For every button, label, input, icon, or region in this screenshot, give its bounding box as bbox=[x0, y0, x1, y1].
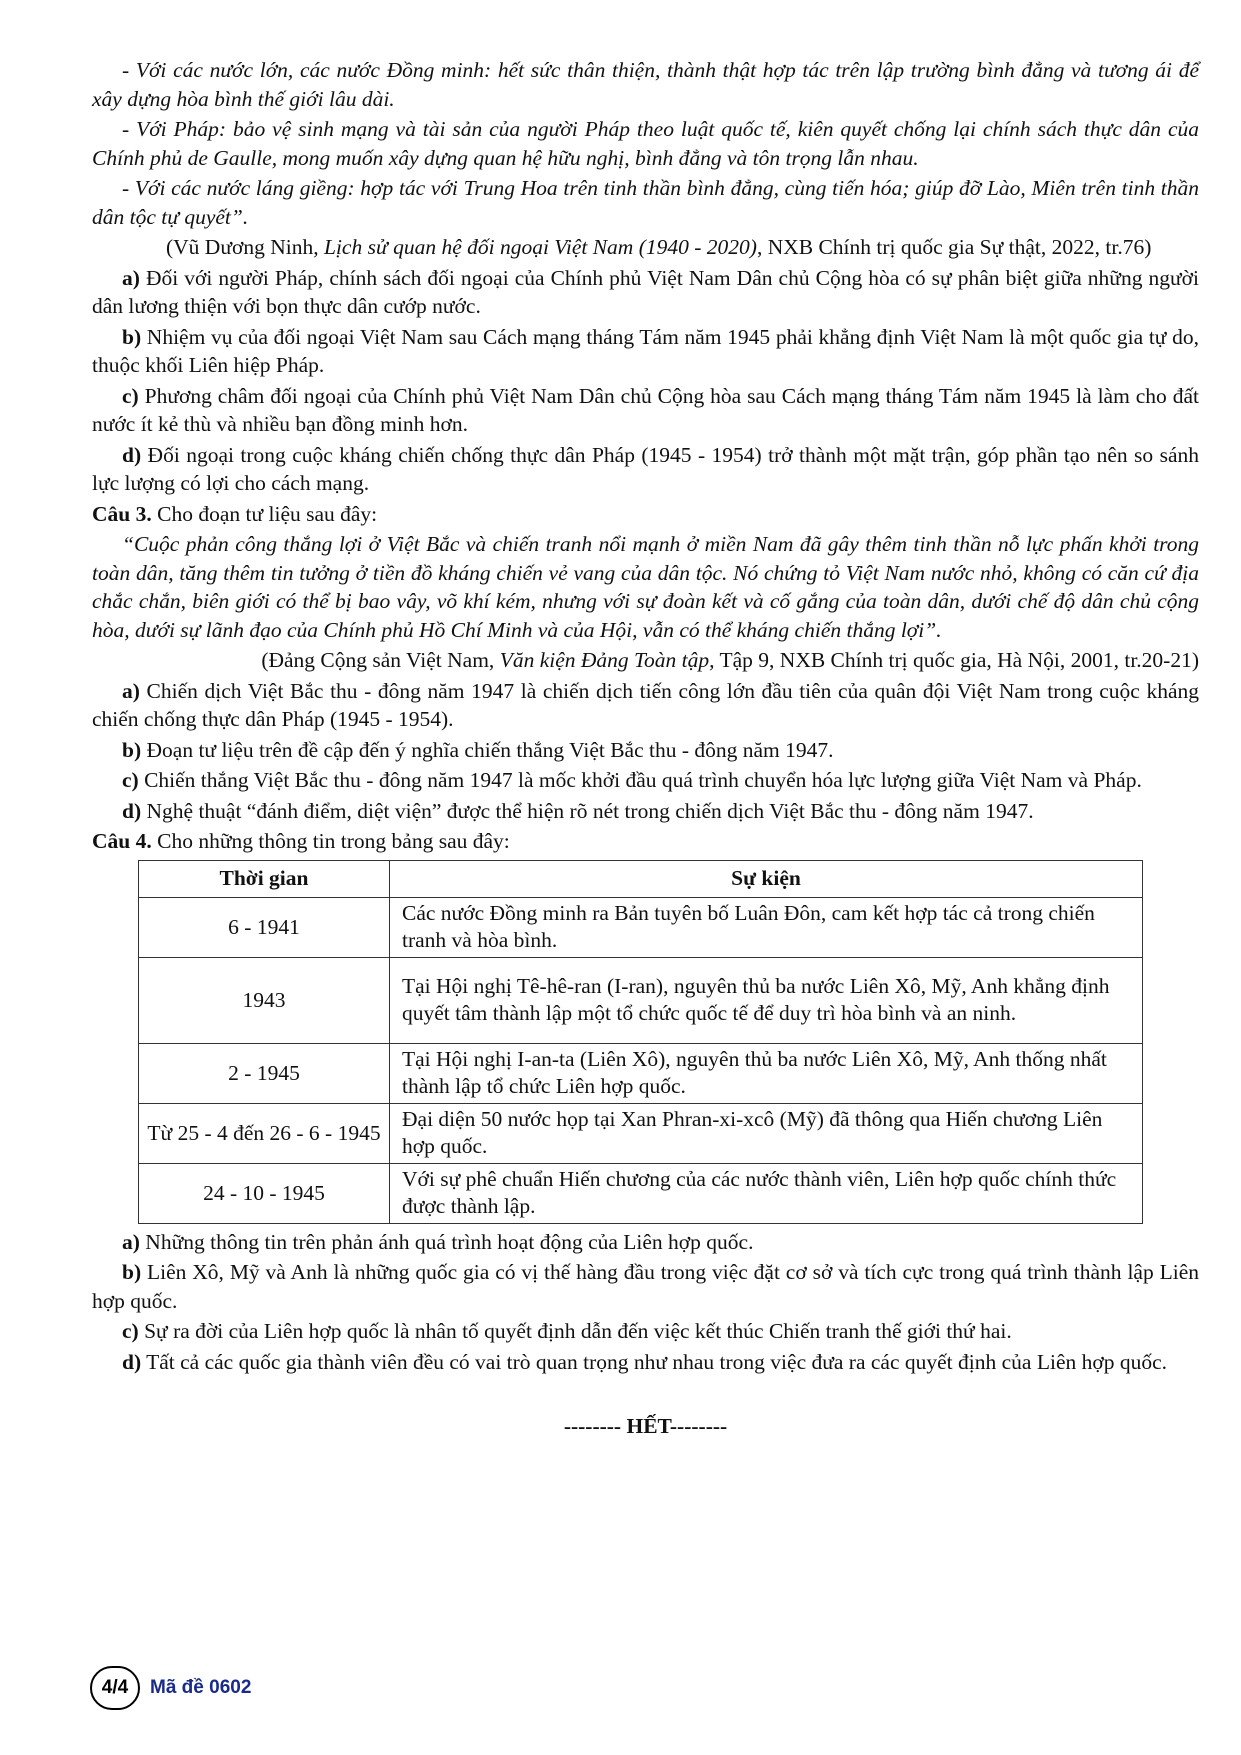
q4-statement-d: d) Tất cả các quốc gia thành viên đều có vai trò quan trọng như nhau trong việc đưa ra các quyết định của Liên hợp quốc. bbox=[122, 1349, 1168, 1374]
row-event: Các nước Đồng minh ra Bản tuyên bố Luân Đôn, cam kết hợp tác cả trong chiến tranh và hòa bình. bbox=[390, 897, 1143, 957]
row-time: 1943 bbox=[139, 957, 390, 1043]
q3-source-citation: (Đảng Cộng sản Việt Nam, Văn kiện Đảng Toàn tập, Tập 9, NXB Chính trị quốc gia, Hà Nội, 2001, tr.20-21) bbox=[261, 648, 1199, 672]
q2-statement-d: d) Đối ngoại trong cuộc kháng chiến chống thực dân Pháp (1945 - 1954) trở thành một mặt trận, góp phần tạo nên so sánh lực lượng có lợi cho cách mạng. bbox=[92, 442, 1199, 495]
table-row bbox=[139, 1103, 1143, 1163]
row-time: 24 - 10 - 1945 bbox=[139, 1163, 390, 1223]
end-marker: -------- HẾT-------- bbox=[563, 1414, 728, 1438]
q3-source-title: Văn kiện Đảng Toàn tập, bbox=[499, 648, 715, 672]
row-time: 6 - 1941 bbox=[139, 897, 390, 957]
q3-quote: “Cuộc phản công thắng lợi ở Việt Bắc và chiến tranh nổi mạnh ở miền Nam đã gây thêm tinh thần nỗ lực phấn khởi trong toàn dân, tăng thêm tin tưởng ở tiền đồ kháng chiến vẻ vang của dân tộc. Nó chứng tỏ Việt Nam nước nhỏ, không có căn cứ địa chắc chắn, biên giới có thể bị bao vây, võ khí kém, nhưng với sự đoàn kết và cố gắng của toàn dân, dưới chế độ dân chủ cộng hòa, dưới sự lãnh đạo của Chính phủ Hồ Chí Minh và của Hội, vẫn có thể kháng chiến thắng lợi”. bbox=[92, 532, 1199, 642]
q2-statement-b: b) Nhiệm vụ của đối ngoại Việt Nam sau Cách mạng tháng Tám năm 1945 phải khẳng định Việt Nam là một quốc gia tự do, thuộc khối Liên hiệp Pháp. bbox=[92, 324, 1199, 377]
q2-source-title: Lịch sử quan hệ đối ngoại Việt Nam (1940 - 2020) bbox=[324, 235, 757, 259]
exam-code: Mã đề 0602 bbox=[150, 1677, 252, 1698]
header-event: Sự kiện bbox=[390, 860, 1143, 897]
intro-item: - Với các nước láng giềng: hợp tác với Trung Hoa trên tinh thần bình đẳng, cùng tiến hóa; giúp đỡ Lào, Miên trên tinh thần dân tộc tự quyết”. bbox=[92, 176, 1199, 229]
table-row bbox=[139, 1163, 1143, 1223]
q3-statement-d: d) Nghệ thuật “đánh điểm, diệt viện” được thể hiện rõ nét trong chiến dịch Việt Bắc thu - đông năm 1947. bbox=[122, 798, 1034, 823]
row-event: Đại diện 50 nước họp tại Xan Phran-xi-xcô (Mỹ) đã thông qua Hiến chương Liên hợp quốc. bbox=[390, 1103, 1143, 1163]
page-footer bbox=[90, 1666, 251, 1710]
q4-statement-a: a) Những thông tin trên phản ánh quá trình hoạt động của Liên hợp quốc. bbox=[122, 1229, 754, 1254]
q3-statement-b: b) Đoạn tư liệu trên đề cập đến ý nghĩa chiến thắng Việt Bắc thu - đông năm 1947. bbox=[122, 737, 834, 762]
q3-heading: Câu 3. Cho đoạn tư liệu sau đây: bbox=[92, 501, 378, 526]
exam-page bbox=[92, 56, 1199, 1443]
intro-item: - Với Pháp: bảo vệ sinh mạng và tài sản của người Pháp theo luật quốc tế, kiên quyết chống lại chính sách thực dân của Chính phủ de Gaulle, mong muốn xây dựng quan hệ hữu nghị, bình đẳng và tôn trọng lẫn nhau. bbox=[92, 117, 1199, 170]
row-event: Tại Hội nghị Tê-hê-ran (I-ran), nguyên thủ ba nước Liên Xô, Mỹ, Anh khẳng định quyết tâm thành lập một tổ chức quốc tế để duy trì hòa bình và an ninh. bbox=[390, 957, 1143, 1043]
q4-event-table bbox=[138, 860, 1143, 1224]
row-time: Từ 25 - 4 đến 26 - 6 - 1945 bbox=[139, 1103, 390, 1163]
table-header-row bbox=[139, 860, 1143, 897]
page-number-badge: 4/4 bbox=[90, 1666, 140, 1710]
q2-source-citation: (Vũ Dương Ninh, Lịch sử quan hệ đối ngoại Việt Nam (1940 - 2020), NXB Chính trị quốc gia Sự thật, 2022, tr.76) bbox=[166, 235, 1152, 259]
table-row bbox=[139, 897, 1143, 957]
row-event: Với sự phê chuẩn Hiến chương của các nước thành viên, Liên hợp quốc chính thức được thành lập. bbox=[390, 1163, 1143, 1223]
table-row bbox=[139, 1043, 1143, 1103]
row-event: Tại Hội nghị I-an-ta (Liên Xô), nguyên thủ ba nước Liên Xô, Mỹ, Anh thống nhất thành lập tổ chức Liên hợp quốc. bbox=[390, 1043, 1143, 1103]
q3-statement-a: a) Chiến dịch Việt Bắc thu - đông năm 1947 là chiến dịch tiến công lớn đầu tiên của quân đội Việt Nam trong cuộc kháng chiến chống thực dân Pháp (1945 - 1954). bbox=[92, 678, 1199, 731]
table-row bbox=[139, 957, 1143, 1043]
header-time: Thời gian bbox=[139, 860, 390, 897]
q2-statement-a: a) Đối với người Pháp, chính sách đối ngoại của Chính phủ Việt Nam Dân chủ Cộng hòa có sự phân biệt giữa những người dân lương thiện với bọn thực dân cướp nước. bbox=[92, 265, 1199, 318]
row-time: 2 - 1945 bbox=[139, 1043, 390, 1103]
q2-statement-c: c) Phương châm đối ngoại của Chính phủ Việt Nam Dân chủ Cộng hòa sau Cách mạng tháng Tám năm 1945 là làm cho đất nước ít kẻ thù và nhiều bạn đồng minh hơn. bbox=[92, 383, 1199, 436]
q3-statement-c: c) Chiến thắng Việt Bắc thu - đông năm 1947 là mốc khởi đầu quá trình chuyển hóa lực lượng giữa Việt Nam và Pháp. bbox=[122, 768, 1142, 792]
q4-statement-c: c) Sự ra đời của Liên hợp quốc là nhân tố quyết định dẫn đến việc kết thúc Chiến tranh thế giới thứ hai. bbox=[122, 1319, 1012, 1343]
q4-heading: Câu 4. Cho những thông tin trong bảng sau đây: bbox=[92, 829, 510, 853]
q4-statement-b: b) Liên Xô, Mỹ và Anh là những quốc gia có vị thế hàng đầu trong việc đặt cơ sở và tích cực trong quá trình thành lập Liên hợp quốc. bbox=[92, 1260, 1199, 1313]
intro-item: - Với các nước lớn, các nước Đồng minh: hết sức thân thiện, thành thật hợp tác trên lập trường bình đẳng và tương ái để xây dựng hòa bình thế giới lâu dài. bbox=[92, 58, 1199, 111]
